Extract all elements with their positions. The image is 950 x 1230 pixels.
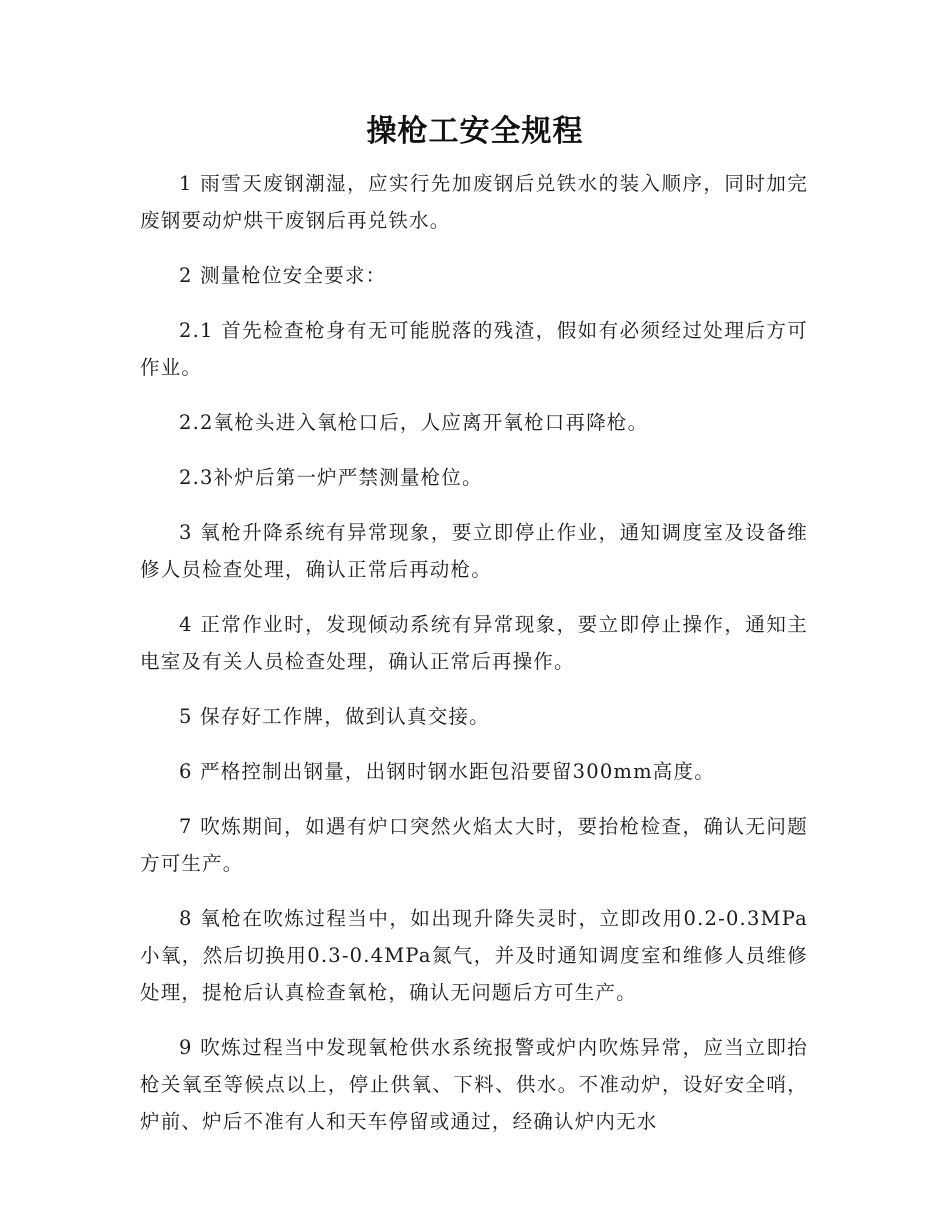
paragraph-8: 8 氧枪在吹炼过程当中，如出现升降失灵时，立即改用0.2-0.3MPa小氧，然后切换用0.3-0.4MPa氮气，并及时通知调度室和维修人员维修处理，提枪后认真检查氧枪，确认无问题后方可生产。 (140, 907, 808, 1004)
paragraph-6: 6 严格控制出钢量，出钢时钢水距包沿要留300mm高度。 (179, 760, 715, 783)
paragraph-2: 2 测量枪位安全要求： (179, 264, 387, 287)
paragraph-7: 7 吹炼期间，如遇有炉口突然火焰太大时，要抬枪检查，确认无问题方可生产。 (140, 815, 808, 875)
paragraph-2-1: 2.1 首先检查枪身有无可能脱落的残渣，假如有必须经过处理后方可作业。 (140, 319, 808, 379)
paragraph-9: 9 吹炼过程当中发现氧枪供水系统报警或炉内吹炼异常，应当立即抬枪关氧至等候点以上，停止供氧、下料、供水。不准动炉，设好安全哨，炉前、炉后不准有人和天车停留或通过，经确认炉内无水 (140, 1036, 808, 1133)
document-title: 操枪工安全规程 (366, 114, 584, 149)
paragraph-2-2: 2.2氧枪头进入氧枪口后，人应离开氧枪口再降枪。 (179, 411, 649, 434)
paragraph-5: 5 保存好工作牌，做到认真交接。 (179, 705, 490, 728)
paragraph-1: 1 雨雪天废钢潮湿，应实行先加废钢后兑铁水的装入顺序，同时加完废钢要动炉烘干废钢后再兑铁水。 (140, 172, 808, 232)
paragraph-3: 3 氧枪升降系统有异常现象，要立即停止作业，通知调度室及设备维修人员检查处理，确认正常后再动枪。 (140, 521, 808, 581)
paragraph-2-3: 2.3补炉后第一炉严禁测量枪位。 (179, 466, 483, 489)
paragraph-4: 4 正常作业时，发现倾动系统有异常现象，要立即停止操作，通知主电室及有关人员检查处理，确认正常后再操作。 (140, 613, 808, 673)
document-body (140, 165, 808, 1158)
